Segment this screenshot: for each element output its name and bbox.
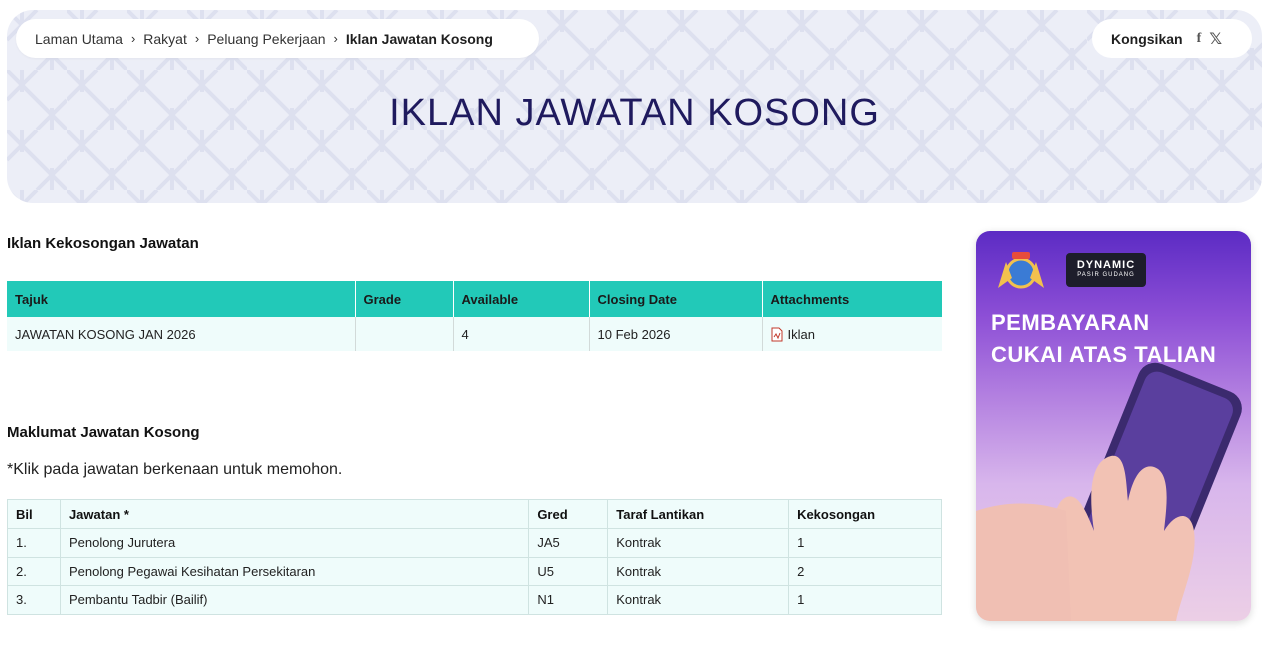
table-header-row [7, 281, 942, 317]
breadcrumb-current: Iklan Jawatan Kosong [345, 30, 493, 47]
col-tajuk: Tajuk [7, 281, 355, 317]
iklan-table [7, 281, 942, 351]
cell-taraf: Kontrak [608, 557, 789, 586]
cell-available: 4 [453, 317, 589, 351]
table-row[interactable] [8, 586, 942, 615]
col-attachments: Attachments [762, 281, 942, 317]
cell-bil: 2. [8, 557, 61, 586]
cell-jawatan[interactable]: Penolong Pegawai Kesihatan Persekitaran [60, 557, 528, 586]
section-heading-iklan: Iklan Kekosongan Jawatan [7, 235, 199, 252]
col-closing-date: Closing Date [589, 281, 762, 317]
col-jawatan: Jawatan * [60, 500, 528, 529]
pdf-file-icon [771, 327, 783, 342]
dynamic-pasir-gudang-logo [1066, 253, 1146, 287]
col-taraf-lantikan: Taraf Lantikan [608, 500, 789, 529]
breadcrumb [16, 19, 539, 58]
cell-bil: 1. [8, 529, 61, 558]
apply-note: *Klik pada jawatan berkenaan untuk memohon. [7, 461, 343, 478]
cell-attachment [762, 317, 942, 351]
share-bar [1092, 19, 1252, 58]
cell-grade [355, 317, 453, 351]
cell-closing-date: 10 Feb 2026 [589, 317, 762, 351]
cell-jawatan[interactable]: Pembantu Tadbir (Bailif) [60, 586, 528, 615]
table-header-row [8, 500, 942, 529]
attachment-label: Iklan [787, 326, 815, 342]
page-title: IKLAN JAWATAN KOSONG [389, 92, 880, 134]
attachment-link[interactable] [771, 327, 815, 342]
breadcrumb-home[interactable]: Laman Utama [35, 30, 123, 47]
logo-text: DYNAMIC [1076, 259, 1136, 271]
col-gred: Gred [529, 500, 608, 529]
cell-taraf: Kontrak [608, 529, 789, 558]
chevron-right-icon: › [333, 31, 338, 46]
col-available: Available [453, 281, 589, 317]
cell-bil: 3. [8, 586, 61, 615]
facebook-icon[interactable]: f [1196, 30, 1202, 46]
cell-kekosongan: 2 [789, 557, 942, 586]
phone-in-hand-image [976, 361, 1251, 621]
share-label: Kongsikan [1111, 30, 1183, 47]
col-grade: Grade [355, 281, 453, 317]
ad-banner-cukai[interactable] [976, 231, 1251, 621]
cell-gred: N1 [529, 586, 608, 615]
chevron-right-icon: › [194, 31, 200, 46]
council-crest-logo [992, 248, 1050, 296]
breadcrumb-rakyat[interactable]: Rakyat [143, 30, 187, 47]
cell-kekosongan: 1 [789, 529, 942, 558]
table-row[interactable] [8, 529, 942, 558]
ad-line-1: PEMBAYARAN [991, 310, 1150, 335]
chevron-right-icon: › [130, 31, 136, 46]
breadcrumb-peluang-pekerjaan[interactable]: Peluang Pekerjaan [207, 30, 326, 47]
ad-line-2: CUKAI ATAS TALIAN [991, 342, 1217, 367]
section-heading-maklumat: Maklumat Jawatan Kosong [7, 424, 200, 441]
cell-gred: U5 [529, 557, 608, 586]
col-bil: Bil [8, 500, 61, 529]
hero-banner [7, 10, 1262, 203]
table-row[interactable] [8, 557, 942, 586]
table-row [7, 317, 942, 351]
x-twitter-icon[interactable]: 𝕏 [1209, 30, 1223, 48]
jawatan-table [7, 499, 942, 615]
cell-gred: JA5 [529, 529, 608, 558]
cell-kekosongan: 1 [789, 586, 942, 615]
cell-tajuk: JAWATAN KOSONG JAN 2026 [7, 317, 355, 351]
cell-taraf: Kontrak [608, 586, 789, 615]
col-kekosongan: Kekosongan [789, 500, 942, 529]
cell-jawatan[interactable]: Penolong Jurutera [60, 529, 528, 558]
logo-subtext: PASIR GUDANG [1077, 272, 1135, 278]
